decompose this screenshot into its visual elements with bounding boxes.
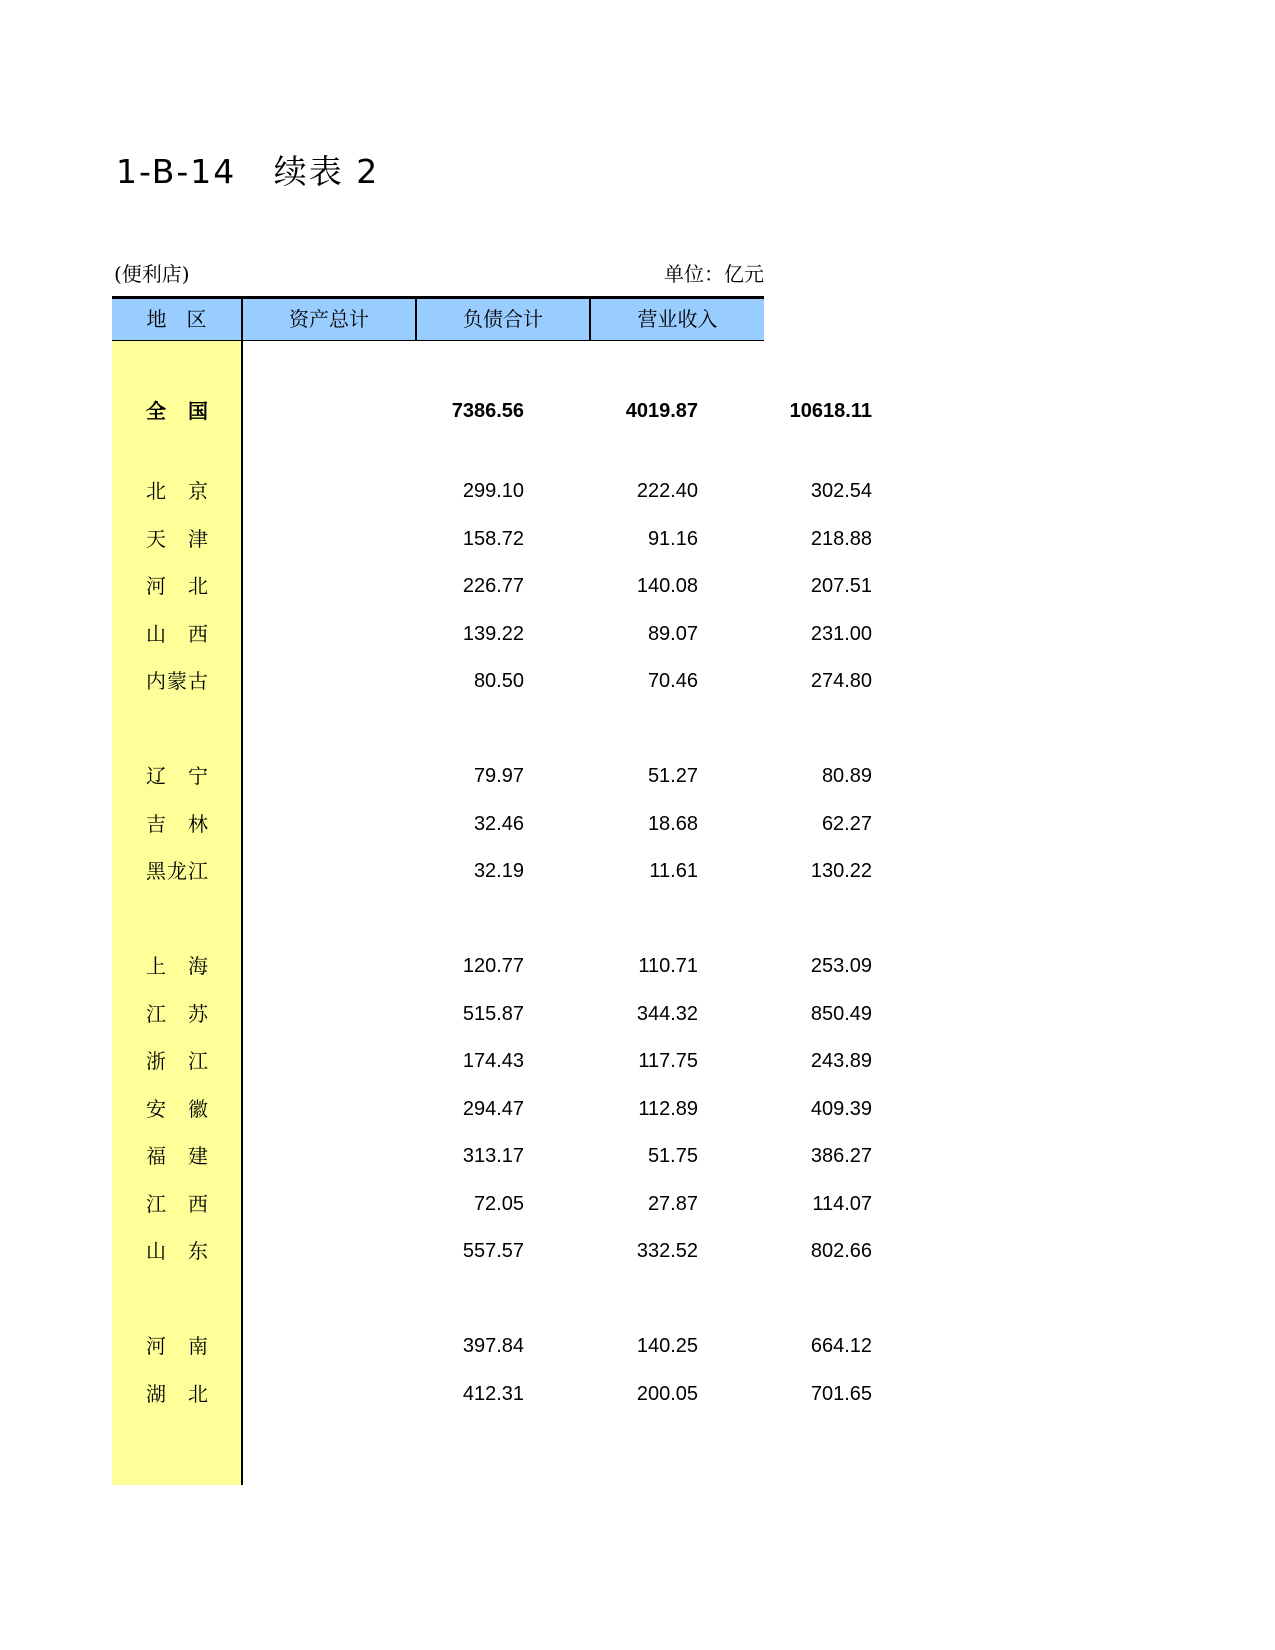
- region-name: 福 建: [146, 1144, 208, 1168]
- liabilities-value: 89.07: [647, 623, 698, 645]
- assets-value: 299.10: [462, 480, 524, 502]
- assets-value: 313.17: [462, 1145, 524, 1167]
- assets-value: 158.72: [462, 528, 524, 550]
- table-row: [112, 999, 872, 1029]
- table-subtitle: (便利店): [114, 262, 190, 286]
- liabilities-value: 222.40: [636, 480, 698, 502]
- header-region: 地 区: [146, 307, 207, 331]
- region-name: 安 徽: [146, 1097, 208, 1121]
- liabilities-value: 18.68: [647, 813, 698, 835]
- page-title: 1-B-14 续表 2: [116, 152, 380, 191]
- region-name: 河 南: [146, 1334, 208, 1358]
- region-name: 吉 林: [146, 812, 208, 836]
- region-name: 江 苏: [146, 1002, 208, 1026]
- liabilities-value: 332.52: [636, 1240, 698, 1262]
- table-row: [112, 809, 872, 839]
- revenue-value: 302.54: [810, 480, 872, 502]
- revenue-value: 80.89: [821, 765, 872, 787]
- table-row: [112, 666, 872, 696]
- region-name: 江 西: [146, 1192, 208, 1216]
- revenue-value: 114.07: [812, 1193, 872, 1215]
- liabilities-value: 344.32: [636, 1003, 698, 1025]
- revenue-value: 664.12: [810, 1335, 872, 1357]
- revenue-value: 850.49: [810, 1003, 872, 1025]
- revenue-value: 802.66: [810, 1240, 872, 1262]
- liabilities-value: 140.25: [636, 1335, 698, 1357]
- region-name: 山 东: [146, 1239, 208, 1263]
- revenue-value: 231.00: [810, 623, 872, 645]
- region-column-divider: [241, 341, 243, 1485]
- revenue-value: 62.27: [821, 813, 872, 835]
- liabilities-value: 70.46: [647, 670, 698, 692]
- region-column-background: [112, 341, 241, 1485]
- table-row: [112, 1331, 872, 1361]
- liabilities-value: 140.08: [636, 575, 698, 597]
- region-name: 上 海: [146, 954, 208, 978]
- assets-value: 7386.56: [451, 400, 524, 422]
- revenue-value: 218.88: [810, 528, 872, 550]
- assets-value: 32.46: [473, 813, 524, 835]
- header-liabilities: 负债合计: [463, 307, 543, 331]
- assets-value: 174.43: [462, 1050, 524, 1072]
- region-name: 河 北: [146, 574, 208, 598]
- region-name: 湖 北: [146, 1382, 208, 1406]
- assets-value: 294.47: [462, 1098, 524, 1120]
- table-row: [112, 1189, 872, 1219]
- liabilities-value: 91.16: [647, 528, 698, 550]
- revenue-value: 253.09: [810, 955, 872, 977]
- liabilities-value: 110.71: [638, 955, 698, 977]
- assets-value: 397.84: [462, 1335, 524, 1357]
- assets-value: 32.19: [473, 860, 524, 882]
- liabilities-value: 51.27: [647, 765, 698, 787]
- header-assets: 资产总计: [289, 307, 369, 331]
- region-name: 天 津: [146, 527, 208, 551]
- liabilities-value: 51.75: [647, 1145, 698, 1167]
- assets-value: 80.50: [473, 670, 524, 692]
- table-row: [112, 524, 872, 554]
- unit-label: 单位：亿元: [664, 262, 764, 286]
- revenue-value: 386.27: [810, 1145, 872, 1167]
- table-row: [112, 1379, 872, 1409]
- table-row: [112, 856, 872, 886]
- assets-value: 515.87: [462, 1003, 524, 1025]
- assets-value: 72.05: [473, 1193, 524, 1215]
- table-row: [112, 1141, 872, 1171]
- assets-value: 557.57: [462, 1240, 524, 1262]
- liabilities-value: 27.87: [647, 1193, 698, 1215]
- assets-value: 79.97: [473, 765, 524, 787]
- liabilities-value: 11.61: [649, 860, 698, 882]
- region-name: 全 国: [146, 399, 208, 423]
- revenue-value: 701.65: [810, 1383, 872, 1405]
- region-name: 内蒙古: [146, 669, 208, 693]
- table-row: [112, 1236, 872, 1266]
- table-row: [112, 1094, 872, 1124]
- revenue-value: 130.22: [810, 860, 872, 882]
- assets-value: 412.31: [462, 1383, 524, 1405]
- liabilities-value: 112.89: [638, 1098, 698, 1120]
- table-row: [112, 951, 872, 981]
- region-name: 浙 江: [146, 1049, 208, 1073]
- revenue-value: 274.80: [810, 670, 872, 692]
- table-row: [112, 571, 872, 601]
- table-row: [112, 619, 872, 649]
- liabilities-value: 117.75: [638, 1050, 698, 1072]
- region-name: 山 西: [146, 622, 208, 646]
- revenue-value: 409.39: [810, 1098, 872, 1120]
- region-name: 北 京: [146, 479, 208, 503]
- table-header: [112, 296, 764, 341]
- assets-value: 226.77: [462, 575, 524, 597]
- assets-value: 120.77: [462, 955, 524, 977]
- table-row: [112, 1046, 872, 1076]
- liabilities-value: 200.05: [636, 1383, 698, 1405]
- revenue-value: 10618.11: [789, 400, 872, 422]
- region-name: 辽 宁: [146, 764, 208, 788]
- table-row: [112, 761, 872, 791]
- assets-value: 139.22: [462, 623, 524, 645]
- region-name: 黑龙江: [146, 859, 208, 883]
- revenue-value: 207.51: [810, 575, 872, 597]
- table-row: [112, 476, 872, 506]
- total-row: [112, 396, 872, 426]
- header-revenue: 营业收入: [637, 307, 718, 331]
- revenue-value: 243.89: [810, 1050, 872, 1072]
- liabilities-value: 4019.87: [625, 400, 698, 422]
